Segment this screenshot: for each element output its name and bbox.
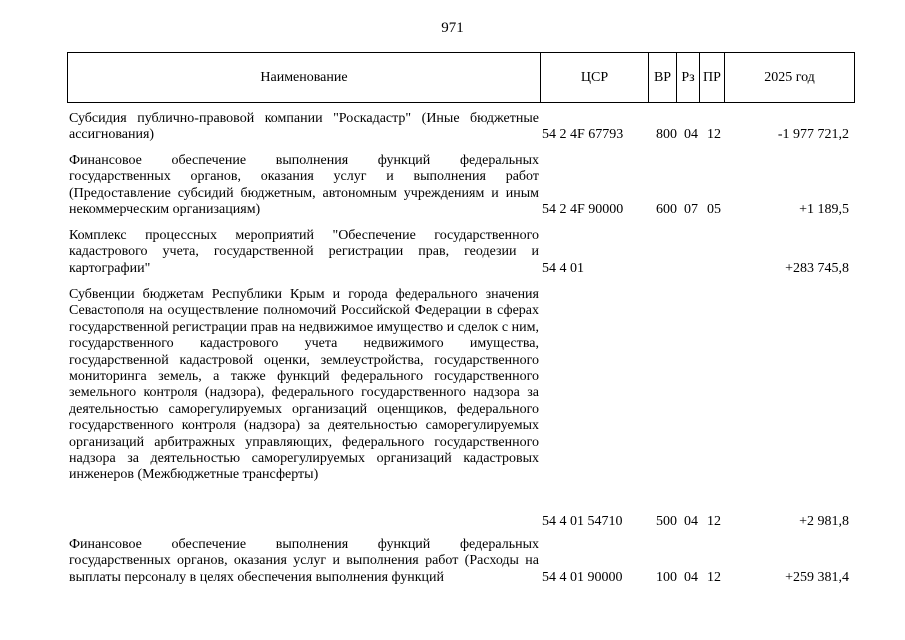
- row-vr: 600: [656, 202, 677, 217]
- row-name: Финансовое обеспечение выполнения функций федеральных государственных органов, оказания услуг и выполнения работ (Расходы на выплаты персоналу в целях обеспечения выполнения функций: [69, 537, 539, 585]
- row-amount: +1 189,5: [799, 202, 849, 217]
- row-rz: 07: [684, 202, 698, 217]
- row-amount: +283 745,8: [785, 261, 849, 276]
- row-amount: -1 977 721,2: [777, 127, 849, 142]
- row-rz: 04: [684, 570, 698, 585]
- column-header-rz: Рз: [677, 53, 700, 103]
- row-pr: 12: [707, 514, 721, 529]
- row-csr: 54 4 01 54710: [542, 514, 623, 529]
- row-name: Субвенции бюджетам Республики Крым и города федерального значения Севастополя на осуществление полномочий Российской Федерации в сферах государственной регистрации прав на недвижимое имущество и сделок с ним, государственного кадастрового учета недвижимого имущества, государственной кадастровой оценки, землеустройства, государственного мониторинга земель, а также функций федерального государственного земельного контроля (надзора), федерального государственного надзора за деятельностью саморегулируемых организаций оценщиков, федерального государственного контроля (надзора) за деятельностью саморегулируемых организаций арбитражных управляющих, федерального государственного надзора за деятельностью саморегулируемых организаций кадастровых инженеров (Межбюджетные трансферты): [69, 287, 539, 483]
- row-amount: +2 981,8: [799, 514, 849, 529]
- row-vr: 500: [656, 514, 677, 529]
- table-header: [67, 52, 855, 103]
- row-name: Финансовое обеспечение выполнения функций федеральных государственных органов, оказания услуг и выполнения работ (Предоставление субсидий бюджетным, автономным учреждениям и иным некоммерческим организациям): [69, 153, 539, 218]
- column-header-name: Наименование: [68, 53, 541, 103]
- row-name: Субсидия публично-правовой компании "Роскадастр" (Иные бюджетные ассигнования): [69, 111, 539, 143]
- row-pr: 12: [707, 570, 721, 585]
- row-rz: 04: [684, 127, 698, 142]
- page-number: 971: [441, 20, 464, 36]
- row-vr: 100: [656, 570, 677, 585]
- row-csr: 54 4 01: [542, 261, 584, 276]
- column-header-vr: ВР: [649, 53, 677, 103]
- row-pr: 05: [707, 202, 721, 217]
- column-header-csr: ЦСР: [541, 53, 649, 103]
- row-pr: 12: [707, 127, 721, 142]
- row-name: Комплекс процессных мероприятий "Обеспечение государственного кадастрового учета, государственной регистрации прав, геодезии и картографии": [69, 228, 539, 276]
- row-csr: 54 4 01 90000: [542, 570, 623, 585]
- column-header-year: 2025 год: [725, 53, 855, 103]
- row-amount: +259 381,4: [785, 570, 849, 585]
- row-rz: 04: [684, 514, 698, 529]
- column-header-pr: ПР: [700, 53, 725, 103]
- row-vr: 800: [656, 127, 677, 142]
- row-csr: 54 2 4F 90000: [542, 202, 624, 217]
- row-csr: 54 2 4F 67793: [542, 127, 624, 142]
